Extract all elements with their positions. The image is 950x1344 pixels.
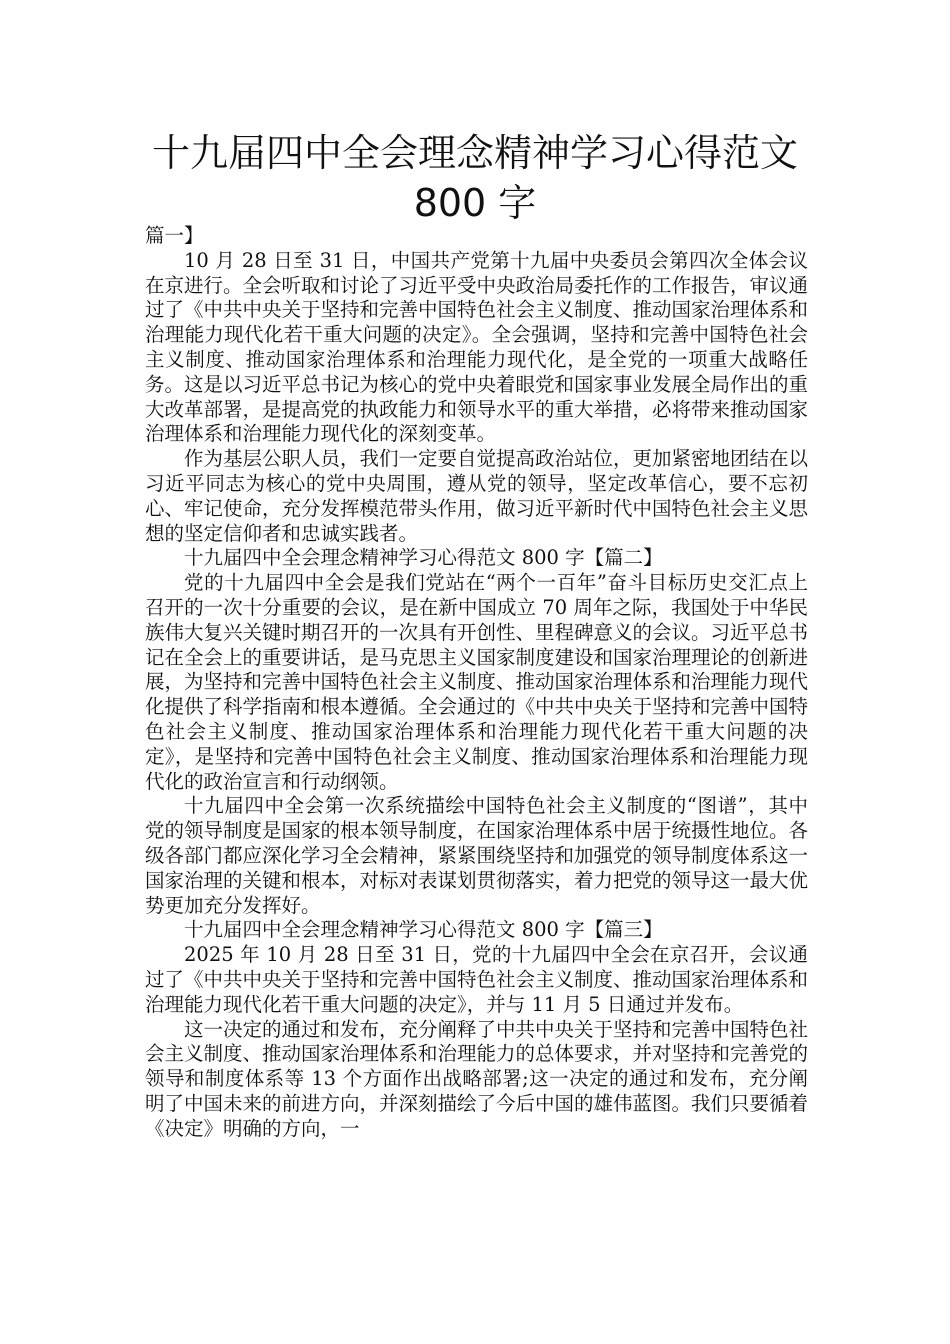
section-heading: 十九届四中全会理念精神学习心得范文 800 字【篇三】: [184, 918, 663, 942]
paragraph: 党的十九届四中全会是我们党站在“两个一百年”奋斗目标历史交汇点上召开的一次十分重要的会议，是在新中国成立 70 周年之际，我国处于中华民族伟大复兴关键时期召开的一次具有开创性、里程碑意义的会议。习近平总书记在全会上的重要讲话，是马克思主义国家制度建设和国家治理理论的创新进展，为坚持和完善中国特色社会主义制度、推动国家治理体系和治理能力现代化提供了科学指南和根本遵循。全会通过的《中共中央关于坚持和完善中国特色社会主义制度、推动国家治理体系和治理能力现代化若干重大问题的决定》，是坚持和完善中国特色社会主义制度、推动国家治理体系和治理能力现代化的政治宣言和行动纲领。: [145, 571, 809, 793]
document-body: [145, 224, 808, 1141]
paragraph: 十九届四中全会第一次系统描绘中国特色社会主义制度的“图谱”，其中党的领导制度是国家的根本领导制度，在国家治理体系中居于统摄性地位。各级各部门都应深化学习全会精神，紧紧围绕坚持和加强党的领导制度体系这一国家治理的关键和根本，对标对表谋划贯彻落实，着力把党的领导这一最大优势更加充分发挥好。: [145, 794, 809, 917]
section-heading: 十九届四中全会理念精神学习心得范文 800 字【篇二】: [184, 546, 663, 570]
paragraph: 10 月 28 日至 31 日，中国共产党第十九届中央委员会第四次全体会议在京进行。全会听取和讨论了习近平受中央政治局委托作的工作报告，审议通过了《中共中央关于坚持和完善中国特色社会主义制度、推动国家治理体系和治理能力现代化若干重大问题的决定》。全会强调，坚持和完善中国特色社会主义制度、推动国家治理体系和治理能力现代化，是全党的一项重大战略任务。这是以习近平总书记为核心的党中央着眼党和国家事业发展全局作出的重大改革部署，是提高党的执政能力和领导水平的重大举措，必将带来推动国家治理体系和治理能力现代化的深刻变革。: [145, 248, 809, 446]
paragraph: 作为基层公职人员，我们一定要自觉提高政治站位，更加紧密地团结在以习近平同志为核心的党中央周围，遵从党的领导，坚定改革信心，要不忘初心、牢记使命，充分发挥模范带头作用，做习近平新时代中国特色社会主义思想的坚定信仰者和忠诚实践者。: [145, 447, 809, 545]
paragraph: 这一决定的通过和发布，充分阐释了中共中央关于坚持和完善中国特色社会主义制度、推动国家治理体系和治理能力的总体要求，并对坚持和完善党的领导和制度体系等 13 个方面作出战略部署;这一决定的通过和发布，充分阐明了中国未来的前进方向，并深刻描绘了今后中国的雄伟蓝图。我们只要循着《决定》明确的方向，一: [145, 1017, 809, 1140]
title-line-2: 800 字: [413, 181, 537, 225]
paragraph: 篇一】: [145, 224, 204, 247]
title-line-1: 十九届四中全会理念精神学习心得范文: [151, 131, 798, 175]
paragraph: 2025 年 10 月 28 日至 31 日，党的十九届四中全会在京召开，会议通过了《中共中央关于坚持和完善中国特色社会主义制度、推动国家治理体系和治理能力现代化若干重大问题的决定》，并与 11 月 5 日通过并发布。: [145, 943, 809, 1016]
document-title: [0, 128, 950, 228]
